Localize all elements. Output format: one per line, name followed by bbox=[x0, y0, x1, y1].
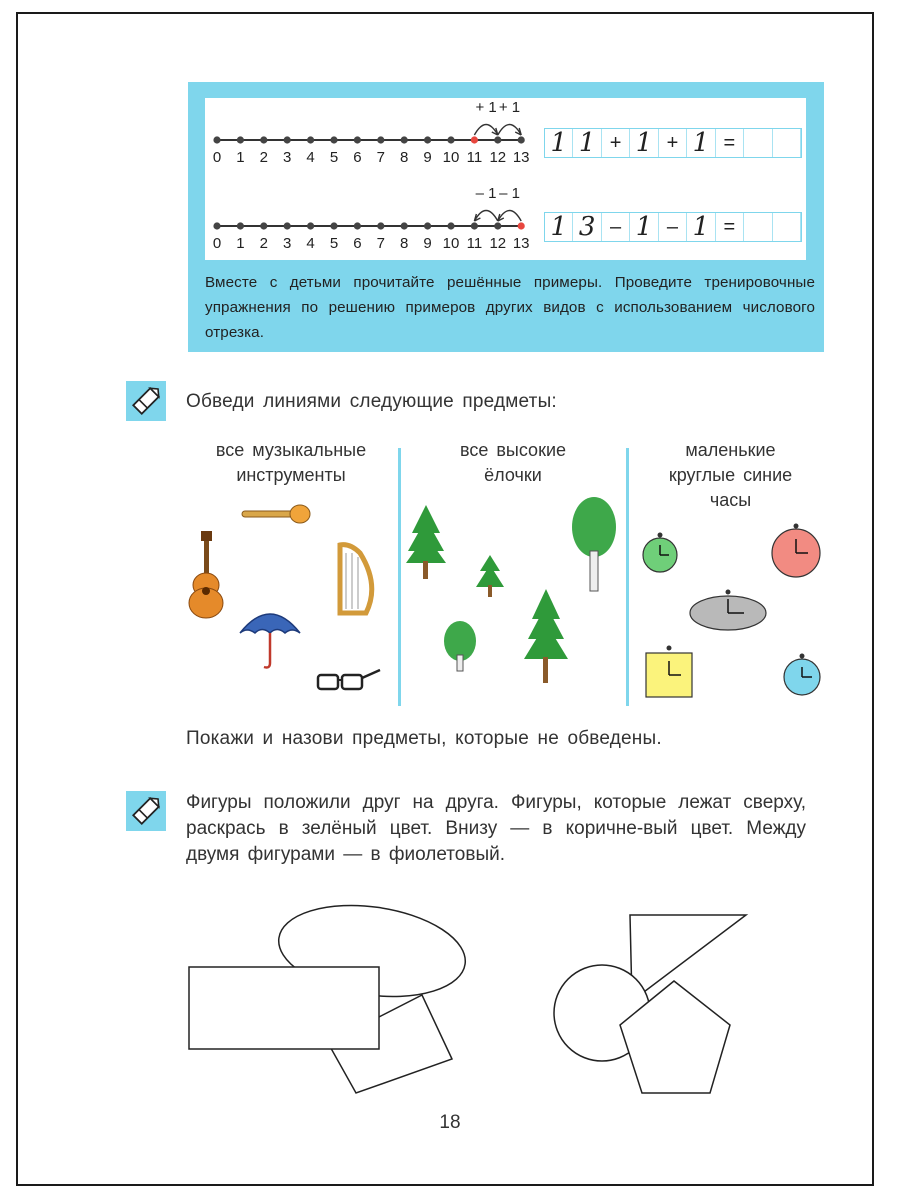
number-line-tick-label: 13 bbox=[512, 235, 530, 252]
small-birch-tree-icon bbox=[444, 621, 476, 671]
number-line-tick-label: 12 bbox=[489, 149, 507, 166]
number-line-point bbox=[260, 136, 267, 143]
number-line-tick-label: 5 bbox=[329, 149, 339, 166]
pencil-eraser-icon bbox=[126, 381, 166, 421]
number-line-point bbox=[518, 222, 525, 229]
equation-cell bbox=[744, 213, 772, 241]
number-line-tick-label: 0 bbox=[212, 149, 222, 166]
equation-cell: 1 bbox=[687, 129, 715, 157]
number-line-tick-label: 6 bbox=[353, 149, 362, 166]
tall-fir-tree-icon bbox=[524, 589, 568, 683]
equation-cell bbox=[744, 129, 772, 157]
small-fir-tree-icon bbox=[476, 555, 504, 597]
number-line-point bbox=[447, 222, 454, 229]
equation-cell bbox=[773, 129, 801, 157]
equation-cell: – bbox=[602, 213, 630, 241]
guitar-icon bbox=[189, 531, 223, 618]
number-line-tick-label: 2 bbox=[259, 149, 268, 166]
number-line-tick-label: 2 bbox=[259, 235, 268, 252]
equation-cell: 1 bbox=[545, 213, 573, 241]
number-line-point bbox=[494, 222, 501, 229]
number-line-point bbox=[213, 222, 220, 229]
number-line-tick-label: 4 bbox=[306, 149, 315, 166]
hop-label: – 1 bbox=[475, 185, 497, 202]
hop-arrowhead bbox=[492, 128, 498, 135]
column-head-trees: все высокие ёлочки bbox=[459, 440, 567, 485]
equation-cell: 1 bbox=[630, 129, 658, 157]
number-line-tick-label: 0 bbox=[212, 235, 222, 252]
harp-icon bbox=[340, 545, 372, 613]
number-line-tick-label: 3 bbox=[283, 235, 292, 252]
hop-label: + 1 bbox=[498, 99, 521, 116]
number-line-tick-label: 4 bbox=[306, 235, 315, 252]
number-line-tick-label: 1 bbox=[236, 235, 245, 252]
equation-cell: 1 bbox=[630, 213, 658, 241]
equation-cell: 1 bbox=[573, 129, 601, 157]
number-line-tick-label: 6 bbox=[353, 235, 362, 252]
number-line-point bbox=[518, 136, 525, 143]
number-line-tick-label: 11 bbox=[466, 149, 483, 166]
number-line-point bbox=[401, 136, 408, 143]
number-line-tick-label: 9 bbox=[423, 235, 432, 252]
birch-tree-icon bbox=[572, 497, 616, 591]
number-line-tick-label: 13 bbox=[512, 149, 530, 166]
number-line-point bbox=[260, 222, 267, 229]
equation-grid-1 bbox=[544, 128, 802, 158]
number-line-tick-label: 8 bbox=[400, 149, 409, 166]
number-line-point bbox=[447, 136, 454, 143]
task2-text: Фигуры положили друг на друга. Фигуры, которые лежат сверху, раскрась в зелёный цвет. Внизу — в коричне-вый цвет. Между двумя фигурами — в фиолетовый. bbox=[186, 792, 806, 865]
flute-icon bbox=[242, 505, 310, 523]
number-line-tick-label: 3 bbox=[283, 149, 292, 166]
teacher-note: Вместе с детьми прочитайте решённые примеры. Проведите тренировочные упражнения по решению примеров других видов с использованием числового отрезка. bbox=[205, 274, 815, 341]
number-line-tick-label: 12 bbox=[489, 235, 507, 252]
oval-gray-clock-icon bbox=[690, 590, 766, 631]
equation-cell: + bbox=[602, 129, 630, 157]
task1-followup: Покажи и назови предметы, которые не обведены. bbox=[186, 728, 662, 749]
number-line-point bbox=[330, 222, 337, 229]
number-line-point bbox=[284, 222, 291, 229]
number-line-point bbox=[424, 136, 431, 143]
hop-label: – 1 bbox=[499, 185, 520, 202]
number-line-point bbox=[330, 136, 337, 143]
number-line-point bbox=[213, 136, 220, 143]
number-line-point bbox=[471, 222, 478, 229]
number-line-point bbox=[237, 136, 244, 143]
number-line-tick-label: 10 bbox=[442, 235, 460, 252]
equation-cell: 1 bbox=[687, 213, 715, 241]
number-line-tick-label: 11 bbox=[466, 235, 483, 252]
number-line-point bbox=[401, 222, 408, 229]
pencil-eraser-icon bbox=[126, 791, 166, 831]
large-red-clock-icon bbox=[772, 524, 820, 578]
number-line-point bbox=[424, 222, 431, 229]
number-line-tick-label: 9 bbox=[423, 149, 432, 166]
number-line-point bbox=[354, 222, 361, 229]
objects-illustration bbox=[180, 495, 840, 710]
number-line-tick-label: 1 bbox=[236, 149, 245, 166]
number-line-point bbox=[237, 222, 244, 229]
number-line-point bbox=[307, 222, 314, 229]
tall-fir-tree-icon bbox=[406, 505, 446, 579]
equation-cell: – bbox=[659, 213, 687, 241]
number-line-point bbox=[471, 136, 478, 143]
number-line-tick-label: 7 bbox=[376, 149, 385, 166]
number-line-point bbox=[354, 136, 361, 143]
number-line-point bbox=[284, 136, 291, 143]
glasses-icon bbox=[318, 670, 380, 689]
equation-grid-2 bbox=[544, 212, 802, 242]
number-line-point bbox=[377, 136, 384, 143]
equation-cell: + bbox=[659, 129, 687, 157]
number-line-tick-label: 5 bbox=[329, 235, 339, 252]
number-line-point bbox=[307, 136, 314, 143]
equation-cell bbox=[773, 213, 801, 241]
small-blue-clock-icon bbox=[784, 654, 820, 696]
number-line-tick-label: 7 bbox=[376, 235, 385, 252]
equation-cell: = bbox=[716, 129, 744, 157]
equation-cell: 3 bbox=[573, 213, 601, 241]
task1-instruction: Обведи линиями следующие предметы: bbox=[186, 391, 557, 412]
hop-arrowhead bbox=[498, 214, 504, 221]
umbrella-icon bbox=[240, 614, 300, 668]
overlapping-shapes bbox=[180, 895, 780, 1095]
page-number: 18 bbox=[439, 1112, 461, 1133]
hop-label: + 1 bbox=[475, 99, 497, 116]
small-green-clock-icon bbox=[643, 533, 677, 573]
number-line-point bbox=[494, 136, 501, 143]
number-line-point bbox=[377, 222, 384, 229]
equation-cell: 1 bbox=[545, 129, 573, 157]
equation-cell: = bbox=[716, 213, 744, 241]
square-yellow-clock-icon bbox=[646, 646, 692, 698]
shape-rectangle bbox=[189, 967, 379, 1049]
hop-arrowhead bbox=[474, 214, 480, 221]
hop-arrowhead bbox=[515, 128, 521, 135]
number-line-tick-label: 10 bbox=[442, 149, 460, 166]
column-head-instruments: все музыкальные инструменты bbox=[215, 440, 367, 485]
column-head-clocks: маленькие круглые синие часы bbox=[668, 440, 793, 510]
shape-triangle bbox=[630, 915, 746, 1001]
number-line-tick-label: 8 bbox=[400, 235, 409, 252]
